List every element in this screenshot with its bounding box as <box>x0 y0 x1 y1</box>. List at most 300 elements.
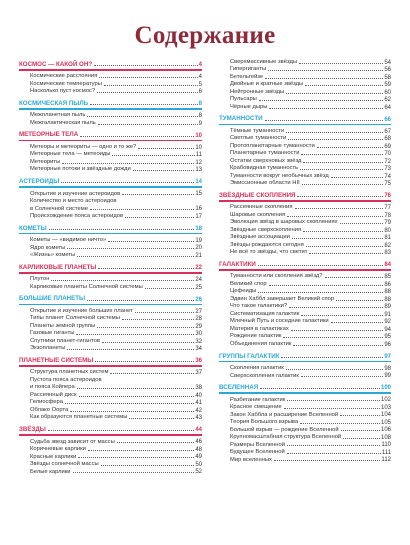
dot-leader <box>301 315 383 316</box>
entry-page-number: 73 <box>384 166 391 173</box>
toc-entry[interactable] <box>219 127 391 135</box>
entry-page-number: 81 <box>384 235 391 242</box>
toc-entry[interactable] <box>19 205 202 213</box>
toc-entry[interactable] <box>219 96 391 104</box>
dot-leader <box>76 334 194 335</box>
toc-entry[interactable] <box>19 276 202 284</box>
toc-entry[interactable] <box>219 411 391 419</box>
section-rule <box>19 186 202 188</box>
entry-page-number: 42 <box>195 407 202 414</box>
entry-page-number: 70 <box>384 151 391 158</box>
entry-page-number: 79 <box>384 220 391 227</box>
toc-entry[interactable] <box>219 157 391 165</box>
toc-entry[interactable] <box>19 384 202 392</box>
section-heading[interactable] <box>19 222 202 232</box>
dot-leader <box>77 388 195 389</box>
toc-entry[interactable] <box>219 273 391 281</box>
entry-title: Планеты земной группы <box>30 322 96 329</box>
toc-entry[interactable] <box>19 406 202 414</box>
toc-entry[interactable] <box>219 204 391 212</box>
entry-title: Открытие и изучение больших планет <box>30 307 133 314</box>
dot-leader <box>340 415 380 416</box>
dot-leader <box>305 85 383 86</box>
entry-title: Звёзды рождаются сегодня <box>230 241 304 248</box>
section-title: ГАЛАКТИКИ <box>219 260 256 268</box>
entry-page-number: 67 <box>384 128 391 135</box>
toc-entry[interactable] <box>219 172 391 180</box>
dot-leader <box>122 194 194 195</box>
toc-entry[interactable] <box>219 58 391 66</box>
dot-leader <box>265 120 384 121</box>
entry-page-number: 27 <box>195 308 202 315</box>
dot-leader <box>87 116 197 117</box>
entry-page-number: 28 <box>195 316 202 323</box>
section-heading[interactable] <box>219 113 391 123</box>
entry-title: Гелиосфера <box>30 399 63 406</box>
dot-leader <box>317 147 384 148</box>
dot-leader <box>287 400 380 401</box>
section-rule <box>219 200 391 202</box>
entry-title: Бетельгейзе <box>230 73 264 80</box>
entry-page-number: 12 <box>195 159 202 166</box>
entry-page-number: 82 <box>384 242 391 249</box>
toc-entry[interactable] <box>19 80 202 88</box>
toc-entry[interactable] <box>219 448 391 456</box>
section-page-number: 44 <box>195 427 202 434</box>
toc-entry[interactable] <box>219 325 391 333</box>
section-page-number: 10 <box>195 132 202 139</box>
entry-title: Крабовидная туманность <box>230 165 299 172</box>
toc-entry[interactable] <box>19 453 202 461</box>
entry-title: Разбегание галактик <box>230 396 286 403</box>
toc-entry[interactable] <box>19 158 202 166</box>
dot-leader <box>288 139 383 140</box>
toc-entry[interactable] <box>19 445 202 453</box>
toc-entry[interactable] <box>219 318 391 326</box>
section-heading[interactable] <box>219 258 391 268</box>
section-title: КОСМОС — КАКОЙ ОН? <box>19 60 93 68</box>
toc-entry[interactable] <box>219 180 391 188</box>
entry-page-number: 68 <box>384 136 391 143</box>
entry-page-number: 85 <box>384 274 391 281</box>
entry-page-number: 19 <box>195 237 202 244</box>
dot-leader <box>274 460 381 461</box>
section-heading[interactable] <box>19 293 202 303</box>
dot-leader <box>104 85 198 86</box>
dot-leader <box>341 430 380 431</box>
entry-page-number: 24 <box>195 277 202 284</box>
section-title: ГРУППЫ ГАЛАКТИК <box>219 352 280 360</box>
toc-entry[interactable] <box>19 119 202 127</box>
entry-title: Протопланетарные туманности <box>230 142 315 149</box>
dot-leader <box>88 450 194 451</box>
section-rule <box>19 365 202 367</box>
toc-entry[interactable] <box>19 112 202 120</box>
entry-page-number: 108 <box>380 434 391 441</box>
dot-leader <box>269 285 384 286</box>
entry-title: Рассеянный диск <box>30 391 77 398</box>
toc-entry[interactable] <box>19 345 202 353</box>
entry-page-number: 64 <box>384 104 391 111</box>
dot-leader <box>268 70 383 71</box>
entry-page-number: 20 <box>195 245 202 252</box>
entry-title: Теория Большого взрыва <box>230 419 299 426</box>
entry-page-number: 38 <box>195 385 202 392</box>
entry-page-number: 4 <box>198 74 202 81</box>
section-heading[interactable] <box>19 175 202 185</box>
dot-leader <box>284 408 380 409</box>
entry-title: Как образуются планетные системы <box>30 414 128 421</box>
entry-page-number: 16 <box>195 206 202 213</box>
section-heading[interactable] <box>19 58 202 68</box>
toc-entry[interactable] <box>219 310 391 318</box>
dot-leader <box>98 268 194 269</box>
dot-leader <box>61 182 194 183</box>
toc-entry[interactable] <box>219 142 391 150</box>
toc-section <box>219 350 391 380</box>
entry-title: Межгалактическая пыль <box>30 119 96 126</box>
entry-title: Пульсары <box>230 96 257 103</box>
entry-page-number: 105 <box>380 419 391 426</box>
entry-title: Газовые гиганты <box>30 330 75 337</box>
entry-page-number: 15 <box>195 191 202 198</box>
entry-title: Метеориты <box>30 158 61 165</box>
entry-title: Красные карлики <box>30 453 77 460</box>
toc-entry[interactable] <box>19 438 202 446</box>
dot-leader <box>297 196 383 197</box>
dot-leader <box>94 65 198 66</box>
entry-title: Космические температуры <box>30 80 102 87</box>
toc-entry[interactable] <box>219 88 391 96</box>
toc-entry[interactable] <box>19 369 202 377</box>
dot-leader <box>98 124 198 125</box>
toc-entry[interactable] <box>219 456 391 464</box>
toc-entry[interactable] <box>219 150 391 158</box>
toc-entry[interactable] <box>19 251 202 259</box>
dot-leader <box>292 238 384 239</box>
toc-entry[interactable] <box>219 103 391 111</box>
dot-leader <box>62 163 194 164</box>
toc-section <box>219 113 391 188</box>
toc-entry[interactable] <box>19 391 202 399</box>
section-heading[interactable] <box>19 354 202 364</box>
section-page-number: 26 <box>195 296 202 303</box>
toc-entry[interactable] <box>19 322 202 330</box>
toc-section <box>219 381 391 463</box>
dot-leader <box>302 184 384 185</box>
section-rule <box>219 392 391 394</box>
toc-section <box>19 261 202 291</box>
dot-leader <box>67 349 194 350</box>
entry-title: Облако Оорта <box>30 406 69 413</box>
toc-section <box>19 423 202 475</box>
toc-entry[interactable] <box>19 399 202 407</box>
dot-leader <box>101 465 195 466</box>
entry-title: Эдвин Хаббл завершает Великий спор <box>230 295 335 302</box>
toc-entry[interactable] <box>219 333 391 341</box>
dot-leader <box>70 411 194 412</box>
entry-page-number: 86 <box>384 281 391 288</box>
section-heading[interactable] <box>219 350 391 360</box>
entry-page-number: 11 <box>195 152 202 159</box>
entry-title: Тёмные туманности <box>230 127 285 134</box>
toc-entry[interactable] <box>219 372 391 380</box>
dot-leader <box>286 369 384 370</box>
dot-leader <box>301 376 383 377</box>
dot-leader <box>129 418 194 419</box>
toc-entry[interactable] <box>219 219 391 227</box>
entry-page-number: 49 <box>195 454 202 461</box>
entry-title: Плутон <box>30 276 50 283</box>
toc-entry[interactable] <box>219 234 391 242</box>
dot-leader <box>79 396 195 397</box>
entry-title: Звёздные сверхскопления <box>230 226 302 233</box>
section-title: АСТЕРОИДЫ <box>19 178 60 186</box>
toc-entry[interactable] <box>219 81 391 89</box>
entry-page-number: 88 <box>384 296 391 303</box>
dot-leader <box>133 170 195 171</box>
section-heading[interactable] <box>219 189 391 199</box>
toc-entry[interactable] <box>219 249 391 257</box>
section-rule <box>19 272 202 274</box>
dot-leader <box>135 312 195 313</box>
entry-page-number: 112 <box>381 457 391 464</box>
entry-title: Красное смещение <box>230 404 282 411</box>
dot-leader <box>293 345 383 346</box>
toc-entry[interactable] <box>19 337 202 345</box>
toc-entry[interactable] <box>19 307 202 315</box>
toc-entry[interactable] <box>219 396 391 404</box>
toc-section <box>219 258 391 348</box>
toc-entry[interactable] <box>219 135 391 143</box>
entry-title: Метеорные тела — метеоиды <box>30 151 111 158</box>
section-page-number: 100 <box>380 385 391 392</box>
entry-page-number: 52 <box>195 469 202 476</box>
entry-title: Сверхмассивные звёзды <box>230 58 298 65</box>
entry-title: Млечный Путь и соседние галактики <box>230 318 329 325</box>
toc-section <box>219 56 391 111</box>
entry-title: Спутники планет-гигантов <box>30 337 100 344</box>
toc-entry[interactable] <box>219 66 391 74</box>
entry-title: Рождение галактик <box>230 333 282 340</box>
entry-title: Планетарные туманности <box>230 150 300 157</box>
dot-leader <box>331 322 384 323</box>
dot-leader <box>265 78 383 79</box>
section-title: ПЛАНЕТНЫЕ СИСТЕМЫ <box>19 356 94 364</box>
entry-page-number: 32 <box>195 338 202 345</box>
dot-leader <box>283 337 383 338</box>
toc-entry[interactable] <box>19 88 202 96</box>
toc-entry[interactable] <box>219 418 391 426</box>
entry-title: Межпланетная пыль <box>30 112 86 119</box>
entry-title: Туманности вокруг необычных звёзд <box>230 172 329 179</box>
section-title: МЕТЕОРНЫЕ ТЕЛА <box>19 131 79 139</box>
toc-entry[interactable] <box>219 403 391 411</box>
toc-entry[interactable] <box>219 241 391 249</box>
toc-entry[interactable] <box>19 244 202 252</box>
entry-page-number: 104 <box>380 412 391 419</box>
toc-section <box>19 222 202 259</box>
section-heading[interactable] <box>19 129 202 139</box>
toc-entry[interactable] <box>219 226 391 234</box>
entry-page-number: 58 <box>384 74 391 81</box>
section-page-number: 14 <box>195 179 202 186</box>
dot-leader <box>269 108 383 109</box>
toc-entry[interactable] <box>19 197 202 205</box>
entry-page-number: 5 <box>198 81 202 88</box>
entry-title: Остатки сверхновых звёзд <box>230 157 302 164</box>
dot-leader <box>303 231 383 232</box>
entry-page-number: 43 <box>195 415 202 422</box>
toc-entry[interactable] <box>219 426 391 434</box>
dot-leader <box>78 457 194 458</box>
entry-page-number: 80 <box>384 227 391 234</box>
section-page-number: 8 <box>198 101 202 108</box>
entry-page-number: 111 <box>381 449 391 456</box>
dot-leader <box>258 292 383 293</box>
dot-leader <box>97 92 198 93</box>
toc-entry[interactable] <box>19 376 202 384</box>
dot-leader <box>117 442 195 443</box>
entry-page-number: 40 <box>195 392 202 399</box>
entry-page-number: 69 <box>384 143 391 150</box>
entry-page-number: 75 <box>384 181 391 188</box>
section-page-number: 84 <box>384 262 391 269</box>
entry-page-number: 9 <box>198 120 202 127</box>
dot-leader <box>301 154 383 155</box>
toc-entry[interactable] <box>219 211 391 219</box>
section-rule <box>19 108 202 110</box>
dot-leader <box>299 63 383 64</box>
entry-title: Экзопланеты <box>30 345 66 352</box>
entry-page-number: 30 <box>195 331 202 338</box>
section-rule <box>19 233 202 235</box>
dot-leader <box>51 280 194 281</box>
entry-title: Звёзды солнечной массы <box>30 461 99 468</box>
section-heading[interactable] <box>19 97 202 107</box>
section-rule <box>19 434 202 436</box>
section-title: ВСЕЛЕННАЯ <box>219 384 259 392</box>
entry-title: Открытие и изучение астероидов <box>30 190 121 197</box>
entry-page-number: 91 <box>384 311 391 318</box>
entry-title: Кометы — «видимое ничто» <box>30 237 107 244</box>
entry-title: Насколько пуст космос? <box>30 88 96 95</box>
toc-entry[interactable] <box>19 330 202 338</box>
section-rule <box>219 124 391 126</box>
dot-leader <box>77 256 194 257</box>
dot-leader <box>309 253 383 254</box>
entry-title: «Жизнь» кометы <box>30 252 76 259</box>
section-page-number: 22 <box>195 264 202 271</box>
entry-title: Не всё то звёзды, что светит <box>230 249 308 256</box>
entry-page-number: 10 <box>195 144 202 151</box>
section-heading[interactable] <box>19 423 202 433</box>
toc-entry[interactable] <box>219 295 391 303</box>
section-title: КОМЕТЫ <box>19 224 47 232</box>
entry-page-number: 92 <box>384 319 391 326</box>
toc-entry[interactable] <box>19 283 202 291</box>
toc-entry[interactable] <box>219 364 391 372</box>
toc-entry[interactable] <box>219 441 391 449</box>
entry-page-number: 99 <box>384 373 391 380</box>
toc-entry[interactable] <box>19 460 202 468</box>
entry-page-number: 34 <box>195 346 202 353</box>
toc-section <box>19 293 202 353</box>
toc-entry[interactable] <box>19 143 202 151</box>
dot-leader <box>300 423 380 424</box>
dot-leader <box>138 148 194 149</box>
entry-page-number: 102 <box>380 397 391 404</box>
toc-entry[interactable] <box>219 288 391 296</box>
section-heading[interactable] <box>219 381 391 391</box>
dot-leader <box>258 265 383 266</box>
toc-section <box>219 189 391 256</box>
toc-entry[interactable] <box>219 340 391 348</box>
entry-title: Большой взрыв — рождение Вселенной <box>230 426 339 433</box>
toc-entry[interactable] <box>19 212 202 220</box>
entry-title: Гипергиганты <box>230 66 267 73</box>
toc-entry[interactable] <box>19 151 202 159</box>
entry-page-number: 106 <box>380 427 391 434</box>
toc-section <box>19 175 202 220</box>
toc-entry[interactable] <box>19 315 202 323</box>
entry-title: Светлые туманности <box>230 135 287 142</box>
entry-title: Метеоры и метеориты — одно и то же? <box>30 143 137 150</box>
section-rule <box>19 69 202 71</box>
toc-entry[interactable] <box>19 190 202 198</box>
entry-page-number: 29 <box>195 323 202 330</box>
dot-leader <box>286 93 383 94</box>
toc-column-right <box>219 56 391 463</box>
dot-leader <box>343 438 380 439</box>
dot-leader <box>122 319 194 320</box>
toc-entry[interactable] <box>219 303 391 311</box>
dot-leader <box>73 472 195 473</box>
toc-entry[interactable] <box>219 73 391 81</box>
toc-entry[interactable] <box>19 414 202 422</box>
entry-page-number: 78 <box>384 212 391 219</box>
entry-title: Рассеянные скопления <box>230 204 293 211</box>
entry-page-number: 103 <box>380 404 391 411</box>
section-page-number: 36 <box>195 358 202 365</box>
section-page-number: 18 <box>195 225 202 232</box>
toc-entry[interactable] <box>219 433 391 441</box>
dot-leader <box>336 300 383 301</box>
entry-page-number: 62 <box>384 97 391 103</box>
entry-page-number: 89 <box>384 304 391 311</box>
toc-entry[interactable] <box>219 280 391 288</box>
toc-entry[interactable] <box>19 166 202 174</box>
entry-page-number: 96 <box>384 341 391 348</box>
entry-title: Объединения галактик <box>230 340 292 347</box>
toc-entry[interactable] <box>219 165 391 173</box>
toc-entry[interactable] <box>19 73 202 81</box>
toc-entry[interactable] <box>19 468 202 476</box>
entry-page-number: 60 <box>384 89 391 96</box>
entry-title: Пустота пояса астероидов <box>30 376 102 383</box>
dot-leader <box>102 342 194 343</box>
page-title: Содержание <box>134 22 276 49</box>
entry-title: Размеры Вселенной <box>230 441 285 448</box>
entry-page-number: 59 <box>384 82 391 88</box>
toc-entry[interactable] <box>19 236 202 244</box>
section-heading[interactable] <box>19 261 202 271</box>
entry-title: Закон Хаббла и расширение Вселенной <box>230 411 339 418</box>
entry-title: Крупномасштабная структура Вселенной <box>230 434 342 441</box>
entry-title: Эволюция звёзд в шаровых скоплениях <box>230 219 338 226</box>
entry-title: Материя в галактиках <box>230 325 289 332</box>
dot-leader <box>65 403 194 404</box>
